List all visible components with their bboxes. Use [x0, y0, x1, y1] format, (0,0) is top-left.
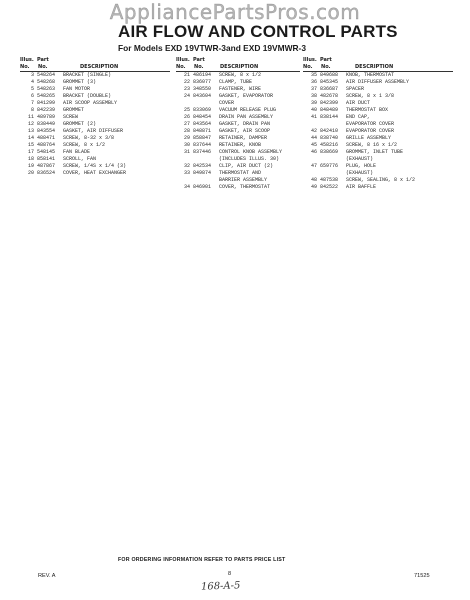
- parts-row: [176, 114, 300, 121]
- part-description: [63, 121, 170, 128]
- parts-row: [303, 86, 453, 93]
- description-line: RETAINER, KNOB: [219, 142, 262, 148]
- part-number: 843604: [193, 93, 212, 99]
- parts-row: [303, 149, 453, 163]
- illus-number: 21: [183, 72, 190, 78]
- illus-number: 4: [30, 79, 34, 85]
- illus-number: 30: [183, 142, 190, 148]
- parts-row: [176, 121, 300, 128]
- description-line: SCREW, 8 x 1/2: [219, 72, 262, 78]
- parts-row: [176, 142, 300, 149]
- part-description: [63, 135, 170, 142]
- description-line: EVAPORATOR COVER: [346, 121, 395, 127]
- part-description: [63, 149, 170, 156]
- part-number: 348550: [193, 86, 212, 92]
- parts-row: [303, 163, 453, 177]
- part-number: 833069: [193, 107, 212, 113]
- header-rule: [303, 71, 453, 72]
- header-part: Part: [37, 57, 49, 63]
- description-line: (EXHAUST): [346, 170, 374, 176]
- part-number: 841299: [37, 100, 56, 106]
- parts-row: [20, 142, 170, 149]
- part-description: [63, 107, 170, 114]
- illus-number: 12: [27, 121, 34, 127]
- illus-number: 3: [30, 72, 34, 78]
- illus-number: 28: [183, 128, 190, 134]
- revision-label: REV. A: [38, 573, 56, 579]
- part-number: 488471: [37, 135, 56, 141]
- page-title: AIR FLOW AND CONTROL PARTS: [118, 22, 398, 41]
- part-description: [219, 107, 300, 114]
- parts-row: [176, 72, 300, 79]
- description-line: GASKET, AIR SCOOP: [219, 128, 271, 134]
- description-line: CONTROL KNOB ASSEMBLY: [219, 149, 283, 155]
- header-part-no: No.: [194, 64, 204, 70]
- watermark: AppliancePartsPros.com: [109, 0, 361, 24]
- description-line: EVAPORATOR COVER: [346, 128, 395, 134]
- illus-number: 31: [183, 149, 190, 155]
- parts-row: [303, 184, 453, 191]
- illus-number: 36: [310, 79, 317, 85]
- description-line: SCREW, 1/4S x 1/4 (3): [63, 163, 127, 169]
- column-header: [176, 57, 300, 72]
- part-number: 842410: [320, 128, 339, 134]
- description-line: GROMMET (2): [63, 121, 97, 127]
- description-line: SCREW, 8-32 x 3/8: [63, 135, 115, 141]
- description-line: COVER, THERMOSTAT: [219, 184, 271, 190]
- illus-number: 17: [27, 149, 34, 155]
- description-line: SCREW, 8 x 1 3/8: [346, 93, 395, 99]
- part-description: [219, 72, 300, 79]
- header-no: No.: [176, 64, 186, 70]
- part-number: 848871: [193, 128, 212, 134]
- illus-number: 39: [310, 100, 317, 106]
- illus-number: 14: [27, 135, 34, 141]
- part-description: [346, 114, 453, 128]
- part-description: [346, 93, 453, 100]
- illus-number: 33: [183, 170, 190, 176]
- part-description: [219, 184, 300, 191]
- part-description: [63, 142, 170, 149]
- part-description: [219, 86, 300, 93]
- description-line: GASKET, AIR DIFFUSER: [63, 128, 124, 134]
- parts-row: [303, 114, 453, 128]
- part-description: [63, 163, 170, 170]
- parts-row: [20, 128, 170, 135]
- illus-number: 25: [183, 107, 190, 113]
- parts-row: [20, 93, 170, 100]
- part-number: 458216: [320, 142, 339, 148]
- header-part: Part: [193, 57, 205, 63]
- part-number: 842534: [193, 163, 212, 169]
- part-description: [219, 135, 300, 142]
- description-line: SPACER: [346, 86, 365, 92]
- parts-row: [303, 135, 453, 142]
- part-number: 845345: [320, 79, 339, 85]
- description-line: CLAMP, TUBE: [219, 79, 253, 85]
- parts-row: [176, 149, 300, 163]
- part-description: [346, 149, 453, 163]
- illus-number: 6: [30, 93, 34, 99]
- parts-row: [176, 86, 300, 93]
- part-description: [63, 93, 170, 100]
- handwritten-note: 168-A-5: [200, 580, 241, 593]
- header-description: DESCRIPTION: [80, 64, 119, 70]
- illus-number: 48: [310, 177, 317, 183]
- illus-number: 13: [27, 128, 34, 134]
- part-description: [63, 170, 170, 177]
- illus-number: 49: [310, 184, 317, 190]
- part-number: 482678: [320, 93, 339, 99]
- column-header: [20, 57, 170, 72]
- description-line: BRACKET (DOUBLE): [63, 93, 112, 99]
- illus-number: 19: [27, 163, 34, 169]
- part-number: 487867: [37, 163, 56, 169]
- part-description: [219, 79, 300, 86]
- illus-number: 7: [30, 100, 34, 106]
- part-description: [63, 100, 170, 107]
- part-description: [219, 142, 300, 149]
- document-code: 71525: [414, 573, 430, 579]
- illus-number: 20: [27, 170, 34, 176]
- part-number: 838740: [320, 135, 339, 141]
- header-part: Part: [320, 57, 332, 63]
- part-number: 843564: [193, 121, 212, 127]
- part-number: 842399: [320, 100, 339, 106]
- parts-row: [303, 128, 453, 135]
- part-number: 849688: [320, 72, 339, 78]
- description-line: SCREW, 8 16 x 1/2: [346, 142, 398, 148]
- description-line: SCREW, SEALING, 8 x 1/2: [346, 177, 416, 183]
- column-header: [303, 57, 453, 72]
- header-part-no: No.: [321, 64, 331, 70]
- part-number: 659776: [320, 163, 339, 169]
- illus-number: 38: [310, 93, 317, 99]
- illus-number: 18: [27, 156, 34, 162]
- part-description: [63, 79, 170, 86]
- part-description: [346, 72, 453, 79]
- header-description: DESCRIPTION: [220, 64, 259, 70]
- part-description: [346, 184, 453, 191]
- part-description: [346, 79, 453, 86]
- parts-row: [20, 149, 170, 156]
- header-illus: Illus.: [176, 57, 190, 63]
- part-number: 488764: [37, 142, 56, 148]
- header-illus: Illus.: [303, 57, 317, 63]
- description-line: GROMMET, INLET TUBE: [346, 149, 404, 155]
- part-number: 849874: [193, 170, 212, 176]
- description-line: FASTENER, WIRE: [219, 86, 262, 92]
- part-number: 548145: [37, 149, 56, 155]
- parts-row: [303, 72, 453, 79]
- parts-row: [303, 100, 453, 107]
- description-line: FAN BLADE: [63, 149, 91, 155]
- part-number: 842522: [320, 184, 339, 190]
- description-line: SCREW: [63, 114, 79, 120]
- part-number: 858847: [193, 135, 212, 141]
- illus-number: 29: [183, 135, 190, 141]
- part-description: [346, 163, 453, 177]
- part-description: [219, 114, 300, 121]
- part-description: [219, 149, 300, 163]
- part-description: [219, 93, 300, 107]
- part-number: 846901: [193, 184, 212, 190]
- part-number: 848454: [193, 114, 212, 120]
- parts-row: [20, 163, 170, 170]
- page-subtitle: For Models EXD 19VTWR-3and EXD 19VMWR-3: [118, 43, 306, 53]
- part-description: [219, 170, 300, 184]
- parts-row: [176, 135, 300, 142]
- part-description: [63, 114, 170, 121]
- parts-row: [20, 86, 170, 93]
- header-no: No.: [303, 64, 313, 70]
- part-number: 836077: [193, 79, 212, 85]
- header-no: No.: [20, 64, 30, 70]
- part-description: [63, 128, 170, 135]
- parts-row: [303, 93, 453, 100]
- part-number: 837644: [193, 142, 212, 148]
- description-line: THERMOSTAT AND: [219, 170, 262, 176]
- parts-row: [20, 170, 170, 177]
- part-number: 836524: [37, 170, 56, 176]
- parts-row: [20, 135, 170, 142]
- part-description: [219, 163, 300, 170]
- description-line: FAN MOTOR: [63, 86, 91, 92]
- page-number: 8: [228, 571, 232, 577]
- illus-number: 45: [310, 142, 317, 148]
- description-line: VACUUM RELEASE PLUG: [219, 107, 277, 113]
- parts-row: [20, 100, 170, 107]
- parts-column-3: [303, 57, 453, 191]
- part-description: [346, 142, 453, 149]
- part-number: 843554: [37, 128, 56, 134]
- illus-number: 41: [310, 114, 317, 120]
- part-number: 842239: [37, 107, 56, 113]
- part-number: 838449: [37, 121, 56, 127]
- parts-row: [176, 163, 300, 170]
- description-line: CLIP, AIR DUCT (2): [219, 163, 274, 169]
- part-number: 858141: [37, 156, 56, 162]
- part-description: [346, 135, 453, 142]
- parts-row: [176, 128, 300, 135]
- part-description: [346, 107, 453, 114]
- illus-number: 37: [310, 86, 317, 92]
- part-number: 548263: [37, 86, 56, 92]
- part-number: 837446: [193, 149, 212, 155]
- description-line: SCROLL, FAN: [63, 156, 97, 162]
- part-number: 548268: [37, 79, 56, 85]
- header-rule: [176, 71, 300, 72]
- parts-column-2: [176, 57, 300, 191]
- illus-number: 32: [183, 163, 190, 169]
- description-line: AIR SCOOP ASSEMBLY: [63, 100, 118, 106]
- illus-number: 44: [310, 135, 317, 141]
- part-description: [346, 100, 453, 107]
- parts-row: [20, 114, 170, 121]
- description-line: AIR BAFFLE: [346, 184, 377, 190]
- description-line: BARRIER ASSEMBLY: [219, 177, 268, 183]
- header-rule: [20, 71, 170, 72]
- parts-row: [20, 107, 170, 114]
- parts-row: [20, 79, 170, 86]
- part-description: [346, 128, 453, 135]
- illus-number: 46: [310, 149, 317, 155]
- part-number: 489789: [37, 114, 56, 120]
- ordering-note: FOR ORDERING INFORMATION REFER TO PARTS PRICE LIST: [118, 557, 286, 563]
- header-description: DESCRIPTION: [355, 64, 394, 70]
- illus-number: 8: [30, 107, 34, 113]
- part-description: [63, 156, 170, 163]
- description-line: RETAINER, DAMPER: [219, 135, 268, 141]
- parts-row: [303, 177, 453, 184]
- part-number: 848489: [320, 107, 339, 113]
- header-part-no: No.: [38, 64, 48, 70]
- parts-row: [20, 72, 170, 79]
- description-line: PLUG, HOLE: [346, 163, 377, 169]
- illus-number: 42: [310, 128, 317, 134]
- description-line: (INCLUDES ILLUS. 30): [219, 156, 280, 162]
- parts-row: [303, 142, 453, 149]
- illus-number: 35: [310, 72, 317, 78]
- illus-number: 47: [310, 163, 317, 169]
- description-line: COVER: [219, 100, 235, 106]
- part-number: 838669: [320, 149, 339, 155]
- part-number: 548265: [37, 93, 56, 99]
- illus-number: 40: [310, 107, 317, 113]
- parts-row: [176, 79, 300, 86]
- header-illus: Illus.: [20, 57, 34, 63]
- parts-row: [303, 79, 453, 86]
- part-description: [346, 177, 453, 184]
- parts-row: [176, 184, 300, 191]
- description-line: GROMMET (3): [63, 79, 97, 85]
- description-line: GROMMET: [63, 107, 85, 113]
- part-number: 838144: [320, 114, 339, 120]
- illus-number: 22: [183, 79, 190, 85]
- part-description: [219, 121, 300, 128]
- part-number: 836687: [320, 86, 339, 92]
- parts-row: [303, 107, 453, 114]
- part-number: 486194: [193, 72, 212, 78]
- illus-number: 15: [27, 142, 34, 148]
- parts-row: [176, 107, 300, 114]
- description-line: GASKET, EVAPORATOR: [219, 93, 274, 99]
- description-line: END CAP,: [346, 114, 371, 120]
- description-line: SCREW, 8 x 1/2: [63, 142, 106, 148]
- illus-number: 24: [183, 93, 190, 99]
- description-line: (EXHAUST): [346, 156, 374, 162]
- description-line: KNOB, THERMOSTAT: [346, 72, 395, 78]
- parts-row: [20, 121, 170, 128]
- part-number: 548264: [37, 72, 56, 78]
- part-description: [63, 72, 170, 79]
- description-line: DRAIN PAN ASSEMBLY: [219, 114, 274, 120]
- description-line: COVER, HEAT EXCHANGER: [63, 170, 127, 176]
- illus-number: 11: [27, 114, 34, 120]
- part-number: 487538: [320, 177, 339, 183]
- illus-number: 27: [183, 121, 190, 127]
- part-description: [219, 128, 300, 135]
- parts-row: [176, 170, 300, 184]
- description-line: GRILLE ASSEMBLY: [346, 135, 392, 141]
- parts-row: [176, 93, 300, 107]
- parts-column-1: [20, 57, 170, 177]
- description-line: BRACKET (SINGLE): [63, 72, 112, 78]
- description-line: AIR DUCT: [346, 100, 371, 106]
- illus-number: 23: [183, 86, 190, 92]
- illus-number: 5: [30, 86, 34, 92]
- description-line: AIR DIFFUSER ASSEMBLY: [346, 79, 410, 85]
- parts-row: [20, 156, 170, 163]
- part-description: [63, 86, 170, 93]
- part-description: [346, 86, 453, 93]
- illus-number: 34: [183, 184, 190, 190]
- description-line: THERMOSTAT BOX: [346, 107, 389, 113]
- illus-number: 26: [183, 114, 190, 120]
- description-line: GASKET, DRAIN PAN: [219, 121, 271, 127]
